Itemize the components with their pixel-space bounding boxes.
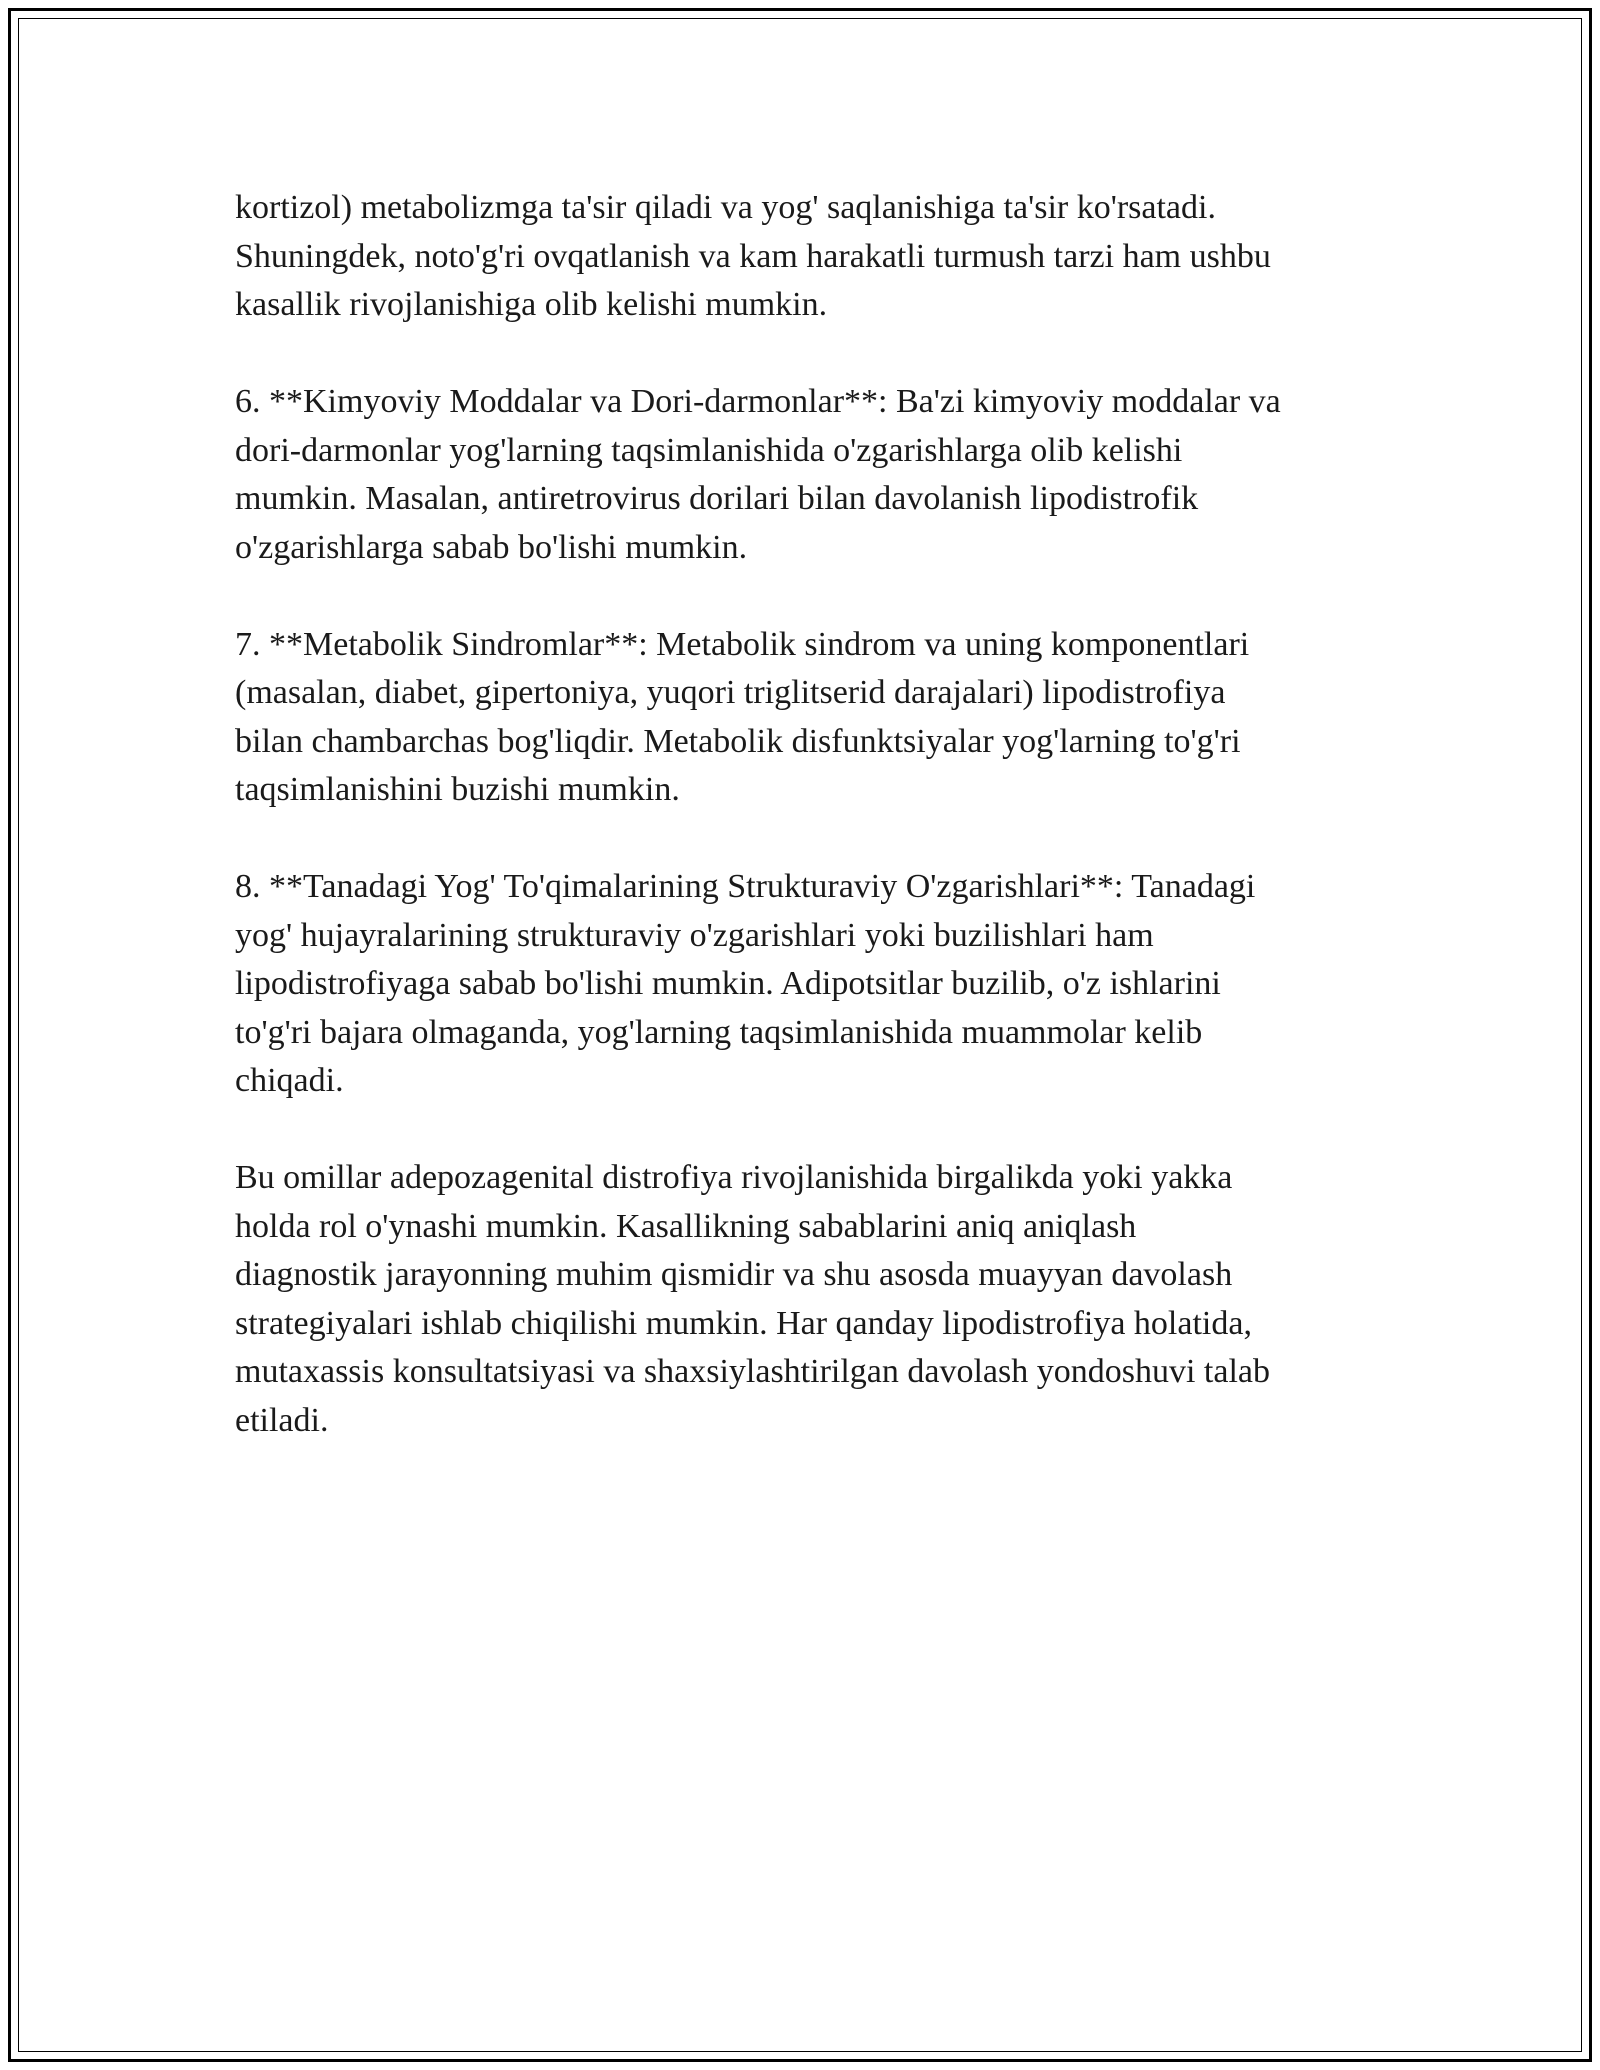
document-body xyxy=(235,184,1375,1494)
paragraph-continuation: kortizol) metabolizmga ta'sir qiladi va yog' saqlanishiga ta'sir ko'rsatadi. Shuningdek, noto'g'ri ovqatlanish va kam harakatli turmush tarzi ham ushbu kasallik rivojlanishiga olib kelishi mumkin. xyxy=(235,189,1271,323)
paragraph-conclusion: Bu omillar adepozagenital distrofiya rivojlanishida birgalikda yoki yakka holda rol o'ynashi mumkin. Kasallikning sabablarini aniq aniqlash diagnostik jarayonning muhim qismidir va shu asosda muayyan davolash strategiyalari ishlab chiqilishi mumkin. Har qanday lipodistrofiya holatida, mutaxassis konsultatsiyasi va shaxsiylashtirilgan davolash yondoshuvi talab etiladi. xyxy=(235,1159,1270,1439)
paragraph-item-6: 6. **Kimyoviy Moddalar va Dori-darmonlar**: Ba'zi kimyoviy moddalar va dori-darmonlar yog'larning taqsimlanishida o'zgarishlarga olib kelishi mumkin. Masalan, antiretrovirus dorilari bilan davolanish lipodistrofik o'zgarishlarga sabab bo'lishi mumkin. xyxy=(235,383,1281,566)
paragraph-item-8: 8. **Tanadagi Yog' To'qimalarining Strukturaviy O'zgarishlari**: Tanadagi yog' hujayralarining strukturaviy o'zgarishlari yoki buzilishlari ham lipodistrofiyaga sabab bo'lishi mumkin. Adipotsitlar buzilib, o'z ishlarini to'g'ri bajara olmaganda, yog'larning taqsimlanishida muammolar kelib chiqadi. xyxy=(235,868,1256,1099)
paragraph-item-7: 7. **Metabolik Sindromlar**: Metabolik sindrom va uning komponentlari (masalan, diabet, gipertoniya, yuqori triglitserid darajalari) lipodistrofiya bilan chambarchas bog'liqdir. Metabolik disfunktsiyalar yog'larning to'g'ri taqsimlanishini buzishi mumkin. xyxy=(235,625,1250,808)
